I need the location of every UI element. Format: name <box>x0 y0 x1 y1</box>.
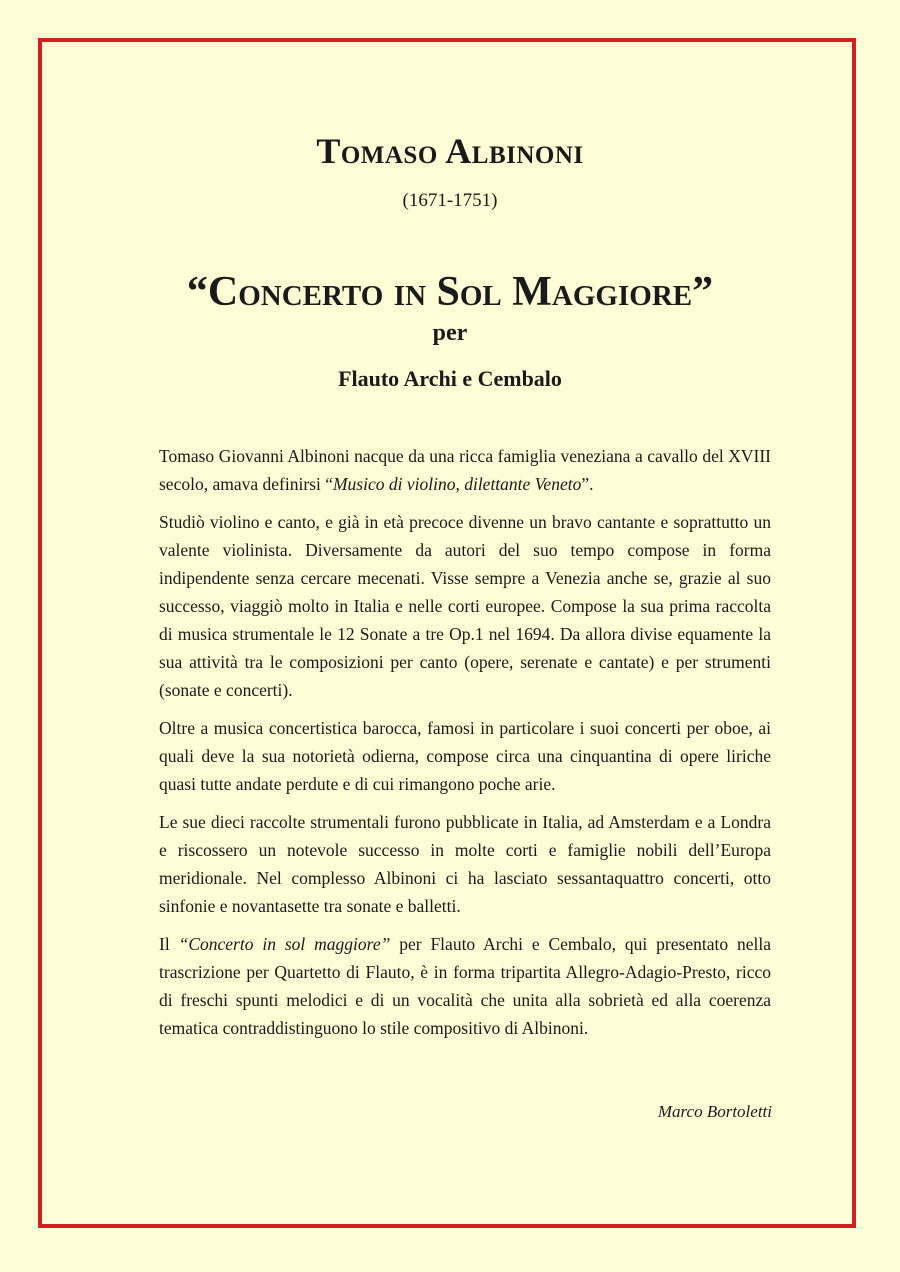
paragraph-2: Studiò violino e canto, e già in età precoce divenne un bravo cantante e soprattutto un valente violinista. Diversamente da autori del suo tempo compose in forma indipendente senza cercare mecenati. Visse sempre a Venezia anche se, grazie al suo successo, viaggiò molto in Italia e nelle corti europee. Compose la sua prima raccolta di musica strumentale le 12 Sonate a tre Op.1 nel 1694. Da allora divise equamente la sua attività tra le composizioni per canto (opere, serenate e cantate) e per strumenti (sonate e concerti). <box>159 512 771 700</box>
composer-dates: (1671-1751) <box>402 190 498 211</box>
work-title-italic: “Concerto in sol maggiore” <box>178 934 391 954</box>
paragraph-4: Le sue dieci raccolte strumentali furono pubblicate in Italia, ad Amsterdam e a Londra e riscossero un notevole successo in molte corti e famiglie nobili dell’Europa meridionale. Nel complesso Albinoni ci ha lasciato sessantaquattro concerti, otto sinfonie e novantasette tra sonate e balletti. <box>159 812 771 916</box>
author-signature: Marco Bortoletti <box>657 1102 772 1121</box>
paragraph-5: Il “Concerto in sol maggiore” per Flauto Archi e Cembalo, qui presentato nella trascrizione per Quartetto di Flauto, è in forma tripartita Allegro-Adagio-Presto, ricco di freschi spunti melodici e di un vocalità che unita alla sobrietà ed alla coerenza tematica contraddistinguono lo stile compositivo di Albinoni. <box>159 934 771 1038</box>
paragraph-3: Oltre a musica concertistica barocca, famosi in particolare i suoi concerti per oboe, ai quali deve la sua notorietà odierna, compose circa una cinquantina di opere liriche quasi tutte andate perdute e di cui rimangono poche arie. <box>159 718 771 794</box>
paragraph-1: Tomaso Giovanni Albinoni nacque da una ricca famiglia veneziana a cavallo del XVIII secolo, amava definirsi “Musico di violino, dilettante Veneto”. <box>159 446 771 494</box>
instrumentation: Flauto Archi e Cembalo <box>338 366 562 391</box>
work-title: “Concerto in Sol Maggiore” <box>186 269 714 315</box>
composer-name: Tomaso Albinoni <box>316 131 584 171</box>
per-label: per <box>432 320 468 346</box>
biography-text <box>159 442 771 1052</box>
quote-italic: Musico di violino, dilettante Veneto <box>332 474 582 494</box>
